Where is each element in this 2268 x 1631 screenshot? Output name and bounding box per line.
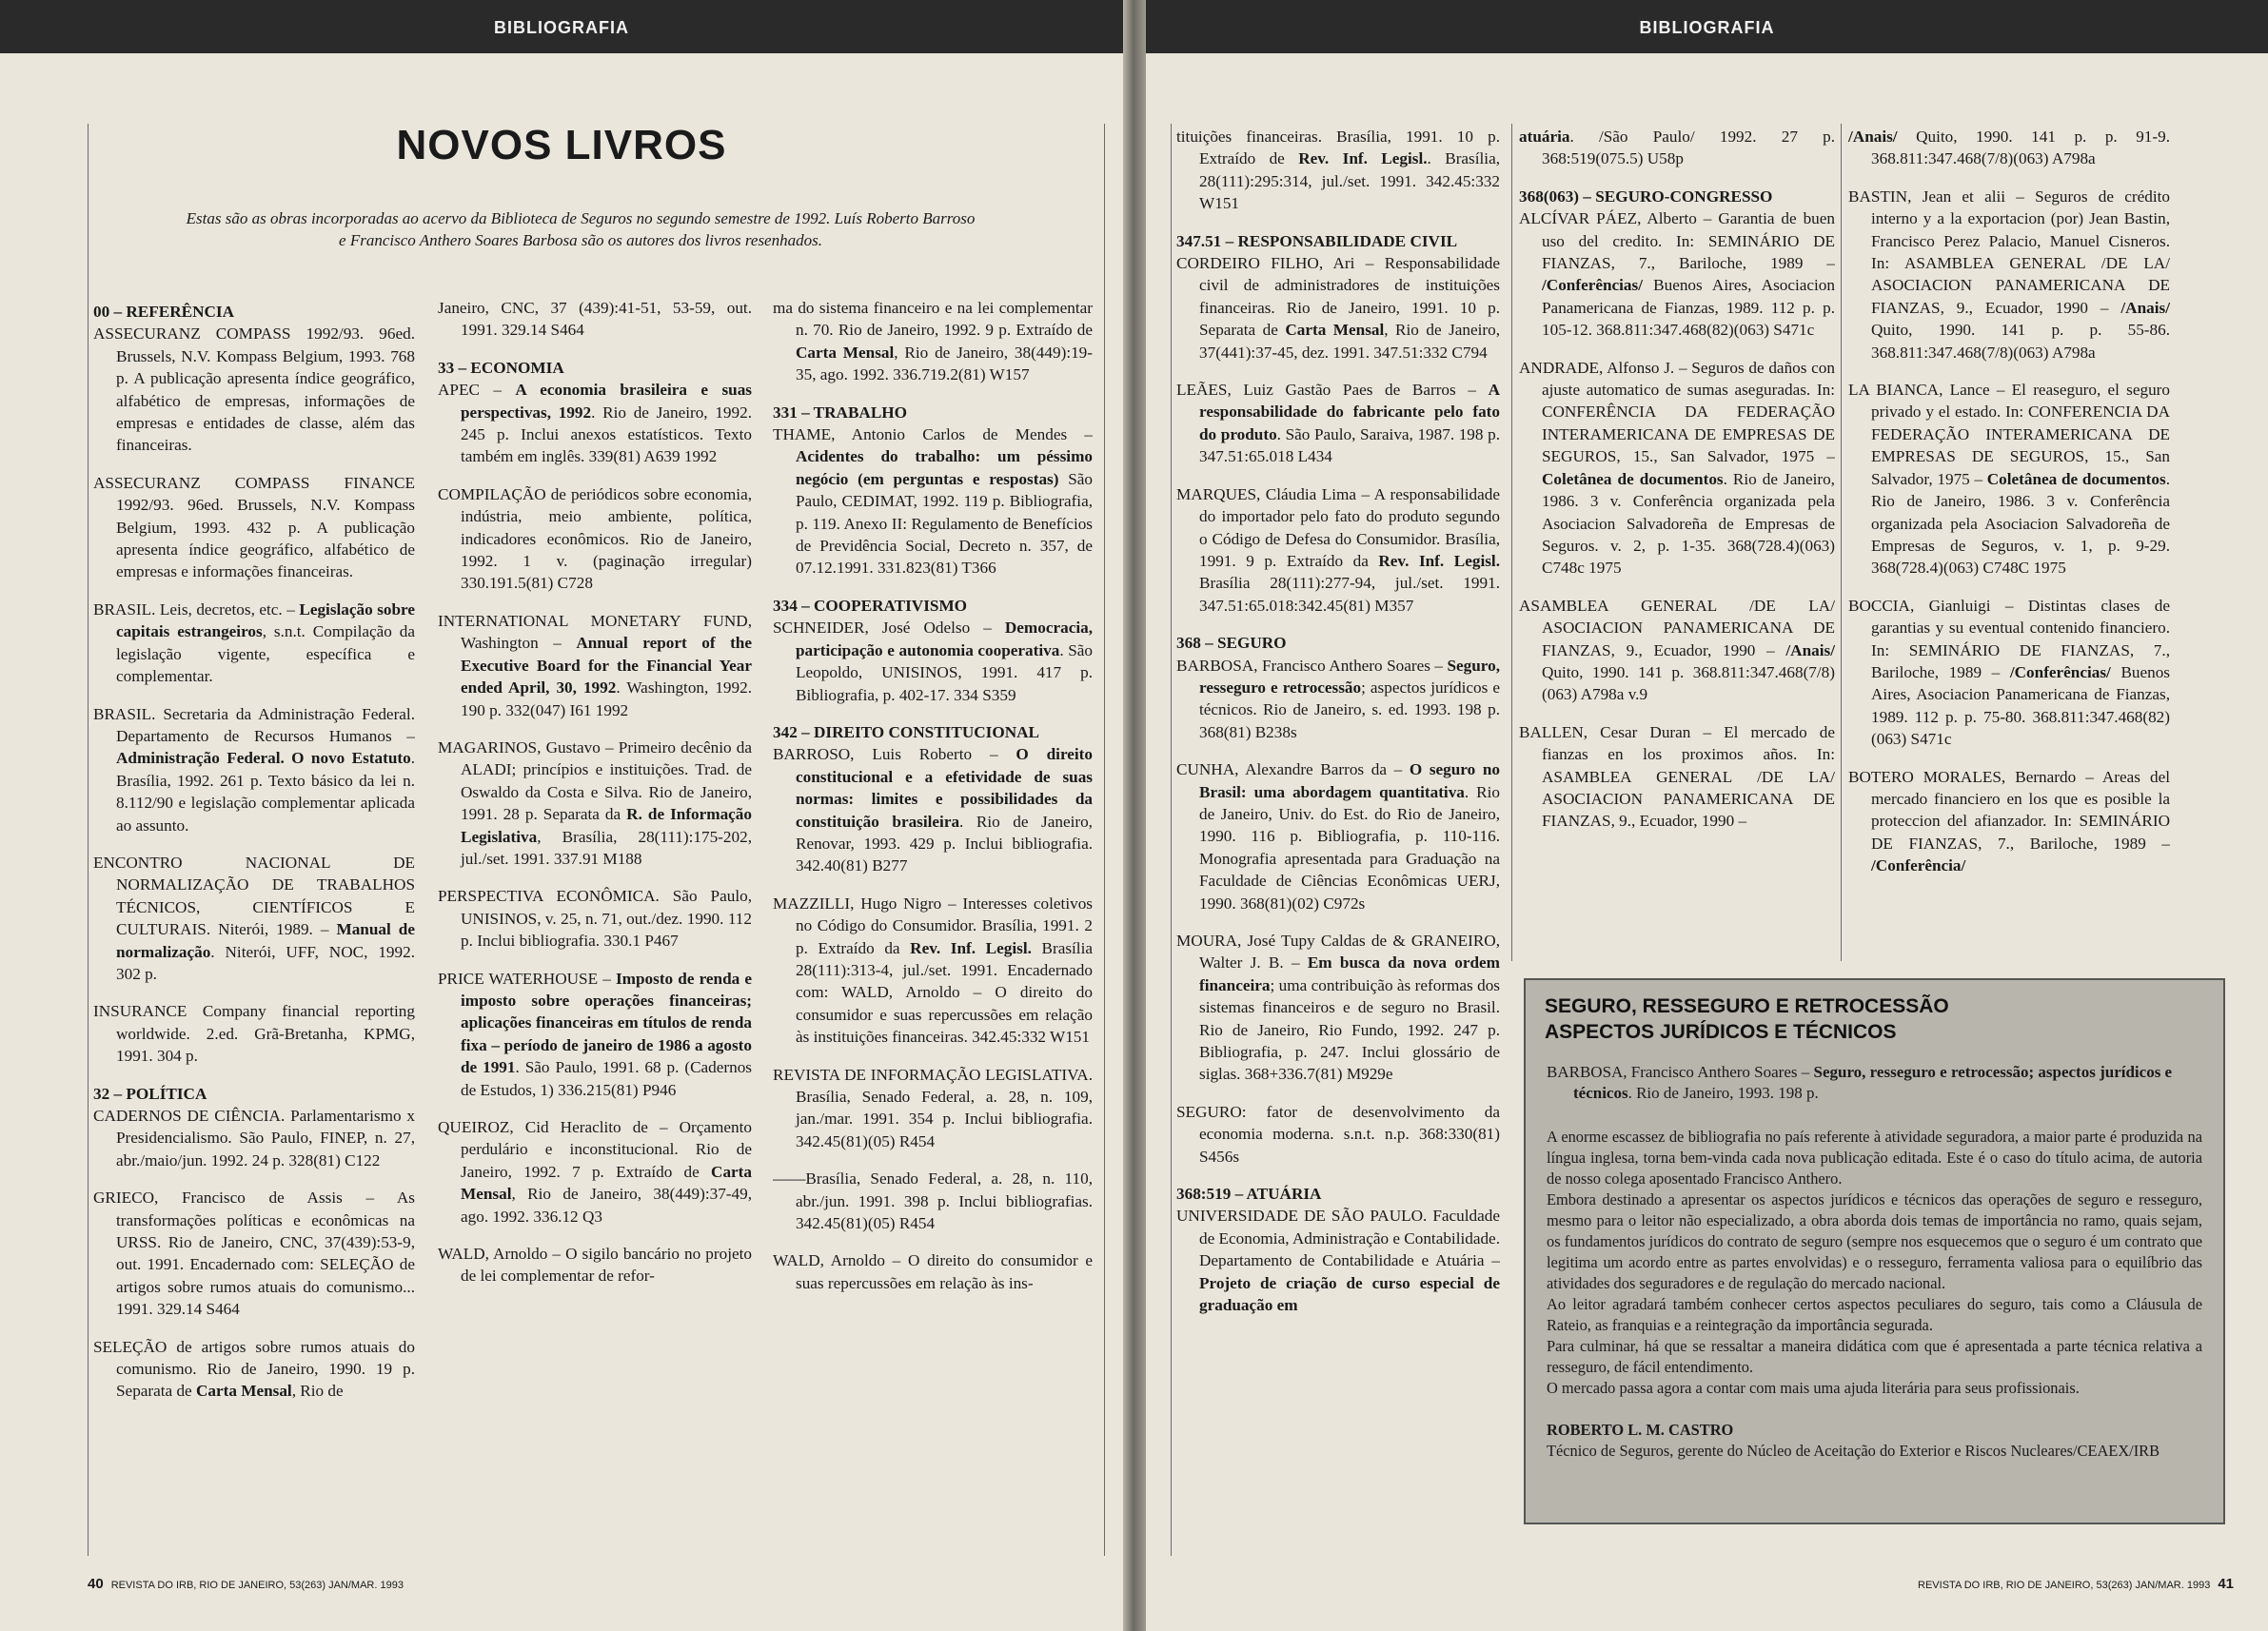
list-item: GRIECO, Francisco de Assis – As transformações políticas e econômicas na URSS. Rio de Janeiro, CNC, 37(439):53-9, out. 1991. Encadernado com: SELEÇÃO de artigos sobre rumos atuais do comunismo... 1991. 329.14 S464 [93,1189,415,1319]
list-item: SEGURO: fator de desenvolvimento da economia moderna. s.n.t. n.p. 368:330(81) S456s [1176,1102,1500,1166]
list-item: BARBOSA, Francisco Anthero Soares – Seguro, resseguro e retrocessão; aspectos jurídicos e técnicos. Rio de Janeiro, s. ed. 1993. 198 p. 368(81) B238s [1176,656,1500,741]
list-item: UNIVERSIDADE DE SÃO PAULO. Faculdade de Economia, Administração e Contabilidade. Departamento de Contabilidade e Atuária – Projeto de criação de curso especial de graduação em [1176,1207,1500,1315]
right-footer [1918,1576,2241,1592]
page-number: 40 [88,1576,104,1592]
list-item: MAGARINOS, Gustavo – Primeiro decênio da ALADI; princípios e instituições. Trad. de Oswaldo da Costa e Silva. Rio de Janeiro, 1991. 28 p. Separata da R. de Informação Legislativa, Brasília, 28(111):175-202, jul./set. 1991. 337.91 M188 [438,737,752,868]
list-item: MARQUES, Cláudia Lima – A responsabilidade do importador pelo fato do produto segundo o Código de Defesa do Consumidor. Brasília, 1991. 9 p. Extraído da Rev. Inf. Legisl. Brasília 28(111):277-94, jul./set. 1991. 347.51:65.018:342.45(81) M357 [1176,484,1500,615]
review-reference: BARBOSA, Francisco Anthero Soares – Seguro, resseguro e retrocessão; aspectos jurídicos e técnicos. Rio de Janeiro, 1993. 198 p. [1547,1063,2173,1102]
review-box [1524,978,2225,1524]
list-item: BRASIL. Secretaria da Administração Federal. Departamento de Recursos Humanos – Administração Federal. O novo Estatuto. Brasília, 1992. 261 p. Texto básico da lei n. 8.112/90 e legislação complementar aplicada ao assunto. [93,704,415,835]
column-1 [93,297,415,1558]
list-item: CADERNOS DE CIÊNCIA. Parlamentarismo x Presidencialismo. São Paulo, FINEP, n. 27, abr./maio/jun. 1992. 24 p. 328(81) C122 [93,1107,415,1169]
review-title: SEGURO, RESSEGURO E RETROCESSÃO ASPECTOS JURÍDICOS E TÉCNICOS [1545,995,1949,1043]
column-2 [438,297,752,1558]
list-item: atuária. /São Paulo/ 1992. 27 p. 368:519(075.5) U58p [1519,128,1835,168]
review-paragraph: O mercado passa agora a contar com mais uma ajuda literária para seus profissionais. [1547,1379,2080,1397]
list-item: PERSPECTIVA ECONÔMICA. São Paulo, UNISINOS, v. 25, n. 71, out./dez. 1990. 112 p. Inclui bibliografia. 330.1 P467 [438,887,752,951]
list-item: SELEÇÃO de artigos sobre rumos atuais do comunismo. Rio de Janeiro, 1990. 19 p. Separata de Carta Mensal, Rio de [93,1337,415,1401]
intro-text [114,207,1047,251]
list-item: LA BIANCA, Lance – El reaseguro, el seguro privado y el estado. In: CONFERENCIA DA FEDERAÇÃO INTERAMERICANA DE EMPRESAS DE SEGUROS, 15., San Salvador, 1975 – Coletânea de documentos. Rio de Janeiro, 1986. 3 v. Conferência organizada pela Asociacion Salvadoreña de Empresas de Seguros, v. 1, p. 9-29. 368(728.4)(063) C748C 1975 [1848,381,2170,578]
list-item: QUEIROZ, Cid Heraclito de – Orçamento perdulário e inconstitucional. Rio de Janeiro, 1992. 7 p. Extraído de Carta Mensal, Rio de Janeiro, 38(449):37-49, ago. 1992. 336.12 Q3 [438,1118,752,1226]
list-item: ASSECURANZ COMPASS FINANCE 1992/93. 96ed. Brussels, N.V. Kompass Belgium, 1993. 432 p. A publicação apresenta índice geográfico, alfabético de empresas e informações financeiras. [93,473,415,581]
list-item: ALCÍVAR PÁEZ, Alberto – Garantia de buen uso del credito. In: SEMINÁRIO DE FIANZAS, 7., Bariloche, 1989 – /Conferências/ Buenos Aires, Asociacion Panamericana de Fianzas, 1989. 112 p. p. 105-12. 368.811:347.468(82)(063) S471c [1519,209,1835,340]
column-6 [1848,126,2170,963]
list-item: CORDEIRO FILHO, Ari – Responsabilidade civil de administradores de instituições financeiras. Rio de Janeiro, 1991. 10 p. Separata de Carta Mensal, Rio de Janeiro, 37(441):37-45, dez. 1991. 347.51:332 C794 [1176,254,1500,362]
list-item: BASTIN, Jean et alii – Seguros de crédito interno y a la exportacion (por) Jean Bastin, Francisco Perez Palacio, Manuel Cisneros. In: ASAMBLEA GENERAL /DE LA/ ASOCIACION PANAMERICANA DE FIANZAS, 9., Ecuador, 1990 – /Anais/ Quito, 1990. 141 p. p. 55-86. 368.811:347.468(7/8)(063) A798a [1848,187,2170,362]
section-heading: 368(063) – SEGURO-CONGRESSO [1519,187,1773,206]
list-item: ENCONTRO NACIONAL DE NORMALIZAÇÃO DE TRABALHOS TÉCNICOS, CIENTÍFICOS E CULTURAIS. Niterói, 1989. – Manual de normalização. Niterói, UFF, NOC, 1992. 302 p. [93,853,415,983]
column-rule [1841,124,1842,961]
list-item: LEÃES, Luiz Gastão Paes de Barros – A responsabilidade do fabricante pelo fato do produto. São Paulo, Saraiva, 1987. 198 p. 347.51:65.018 L434 [1176,381,1500,466]
list-item: /Anais/ Quito, 1990. 141 p. p. 91-9. 368.811:347.468(7/8)(063) A798a [1848,128,2170,168]
intro-line-1: Estas são as obras incorporadas ao acervo da Biblioteca de Seguros no segundo semestre de 1992. Luís Roberto Barroso [186,209,976,227]
reviewer-name: ROBERTO L. M. CASTRO [1547,1421,1734,1439]
list-item: MOURA, José Tupy Caldas de & GRANEIRO, Walter J. B. – Em busca da nova ordem financeira; uma contribuição às reformas dos sistemas financeiros e de seguro no Brasil. Rio de Janeiro, Rio Fundo, 1992. 247 p. Bibliografia, p. 247. Inclui glossário de siglas. 368+336.7(81) M929e [1176,932,1500,1084]
list-item: BALLEN, Cesar Duran – El mercado de fianzas en los proximos años. In: ASAMBLEA GENERAL /DE LA/ ASOCIACION PANAMERICANA DE FIANZAS, 9., Ecuador, 1990 – [1519,722,1835,831]
list-item: THAME, Antonio Carlos de Mendes – Acidentes do trabalho: um péssimo negócio (em perguntas e respostas) São Paulo, CEDIMAT, 1992. 119 p. Bibliografia, p. 119. Anexo II: Regulamento de Benefícios de Previdência Social, Decreto n. 357, de 07.12.1991. 331.823(81) T366 [773,425,1093,578]
section-heading: 00 – REFERÊNCIA [93,303,235,321]
list-item: COMPILAÇÃO de periódicos sobre economia, indústria, meio ambiente, política, indicadores econômicos. Rio de Janeiro, 1992. 1 v. (paginação irregular) 330.191.5(81) C728 [438,484,752,593]
review-paragraph: Para culminar, há que se ressaltar a maneira didática com que é apresentada a parte técnica relativa a resseguro, de fácil entendimento. [1547,1337,2202,1376]
list-item: WALD, Arnoldo – O sigilo bancário no projeto de lei complementar de refor- [438,1245,752,1286]
list-item: WALD, Arnoldo – O direito do consumidor e suas repercussões em relação às ins- [773,1251,1093,1292]
left-page [0,0,1123,1631]
list-item: BARROSO, Luis Roberto – O direito constitucional e a efetividade de suas normas: limites e possibilidades da constituição brasileira. Rio de Janeiro, Renovar, 1993. 429 p. Inclui bibliografia. 342.40(81) B277 [773,745,1093,875]
left-header-bar [0,0,1123,53]
column-rule [88,124,89,1556]
list-item: REVISTA DE INFORMAÇÃO LEGISLATIVA. Brasília, Senado Federal, a. 28, n. 109, jan./mar. 1991. 354 p. Inclui bibliografia. 342.45(81)(05) R454 [773,1065,1093,1150]
list-item: ASAMBLEA GENERAL /DE LA/ ASOCIACION PANAMERICANA DE FIANZAS, 9., Ecuador, 1990 – /Anais/ Quito, 1990. 141 p. 368.811:347.468(7/8)(063) A798a v.9 [1519,596,1835,704]
list-item: INTERNATIONAL MONETARY FUND, Washington – Annual report of the Executive Board for the Financial Year ended April, 30, 1992. Washington, 1992. 190 p. 332(047) I61 1992 [438,611,752,719]
column-rule [1171,124,1172,1556]
review-paragraph: A enorme escassez de bibliografia no país referente à atividade seguradora, a maior parte é produzida na língua inglesa, torna bem-vinda cada nova publicação editada. Este é o caso do título acima, de autoria de nosso colega aposentado Francisco Anthero. [1547,1128,2202,1188]
list-item: Janeiro, CNC, 37 (439):41-51, 53-59, out. 1991. 329.14 S464 [438,299,752,340]
review-paragraph: Ao leitor agradará também conhecer certos aspectos peculiares do seguro, tais como a Cláusula de Rateio, as franquias e a reintegração da importância segurada. [1547,1295,2202,1334]
column-rule [1104,124,1105,1556]
list-item: MAZZILLI, Hugo Nigro – Interesses coletivos no Código do Consumidor. Brasília, 1991. 2 p. Extraído da Rev. Inf. Legisl. Brasília 28(111):313-4, jul./set. 1991. Encadernado com: WALD, Arnoldo – O direito do consumidor e suas repercussões em relação às instituições financeiras. 342.45:332 W151 [773,894,1093,1047]
right-header-label: BIBLIOGRAFIA [1639,18,1775,37]
list-item: CUNHA, Alexandre Barros da – O seguro no Brasil: uma abordagem quantitativa. Rio de Janeiro, Univ. do Est. do Rio de Janeiro, 1990. 116 p. Bibliografia, p. 110-116. Monografia apresentada para Graduação na Faculdade de Ciências Econômicas UERJ, 1990. 368(81)(02) C972s [1176,760,1500,913]
column-3 [773,297,1093,1558]
spine-gutter [1123,0,1146,1631]
review-signature [1547,1420,2202,1462]
column-4 [1176,126,1500,1553]
list-item: BOTERO MORALES, Bernardo – Areas del mercado financiero en los que es posible la proteccion del afianzador. In: SEMINÁRIO DE FIANZAS, 7., Bariloche, 1989 – /Conferência/ [1848,767,2170,875]
list-item: BRASIL. Leis, decretos, etc. – Legislação sobre capitais estrangeiros, s.n.t. Compilação da legislação vigente, específica e complementar. [93,599,415,686]
section-heading: 368 – SEGURO [1176,634,1287,653]
list-item: APEC – A economia brasileira e suas perspectivas, 1992. Rio de Janeiro, 1992. 245 p. Inclui anexos estatísticos. Texto também em inglês. 339(81) A639 1992 [438,381,752,466]
list-item: ASSECURANZ COMPASS 1992/93. 96ed. Brussels, N.V. Kompass Belgium, 1993. 768 p. A publicação apresenta índice geográfico, alfabético de empresas, informações de empresas e entidades de classe, além das financeiras. [93,324,415,455]
list-item: PRICE WATERHOUSE – Imposto de renda e imposto sobre operações financeiras; aplicações financeiras em títulos de renda fixa – período de janeiro de 1986 a agosto de 1991. São Paulo, 1991. 68 p. (Cadernos de Estudos, 1) 336.215(81) P946 [438,969,752,1099]
column-rule [1511,124,1512,961]
section-heading: 32 – POLÍTICA [93,1084,207,1103]
list-item: ——Brasília, Senado Federal, a. 28, n. 110, abr./jun. 1991. 398 p. Inclui bibliografias. 342.45(81)(05) R454 [773,1169,1093,1233]
left-header-label: BIBLIOGRAFIA [494,18,629,37]
footer-text: REVISTA DO IRB, RIO DE JANEIRO, 53(263) JAN/MAR. 1993 [110,1580,404,1591]
page-title: NOVOS LIVROS [396,122,727,168]
section-heading: 33 – ECONOMIA [438,358,564,377]
list-item: INSURANCE Company financial reporting worldwide. 2.ed. Grã-Bretanha, KPMG, 1991. 304 p. [93,1002,415,1066]
review-paragraph: Embora destinado a apresentar os aspectos jurídicos e técnicos das operações de seguro e resseguro, mesmo para o leitor não especializado, a obra aborda dois temas de importância no ramo, quais sejam, os fundamentos jurídicos do contrato de seguro (sempre nos esquecemos que o seguro é um contrato que legitima um acordo entre as partes envolvidas) e o resseguro, ferramenta valiosa para o equilíbrio das atividades dos seguradores e de regulação do mercado nacional. [1547,1190,2202,1292]
right-header-bar [1146,0,2268,53]
column-5 [1519,126,1835,963]
reviewer-role: Técnico de Seguros, gerente do Núcleo de Aceitação do Exterior e Riscos Nucleares/CEAEX/IRB [1547,1442,2160,1460]
list-item: tituições financeiras. Brasília, 1991. 10 p. Extraído de Rev. Inf. Legisl.. Brasília, 28(111):295:314, jul./set. 1991. 342.45:332 W151 [1176,128,1500,213]
section-heading: 331 – TRABALHO [773,403,908,422]
list-item: ma do sistema financeiro e na lei complementar n. 70. Rio de Janeiro, 1992. 9 p. Extraído de Carta Mensal, Rio de Janeiro, 38(449):19-35, ago. 1992. 336.719.2(81) W157 [773,299,1093,384]
list-item: BOCCIA, Gianluigi – Distintas clases de garantias y su eventual contenido financiero. In: SEMINÁRIO DE FIANZAS, 7., Bariloche, 1989 – /Conferências/ Buenos Aires, Asociacion Panamericana de Fianzas, 1989. 112 p. p. 75-80. 368.811:347.468(82)(063) S471c [1848,596,2170,749]
page-number: 41 [2218,1576,2234,1592]
section-heading: 347.51 – RESPONSABILIDADE CIVIL [1176,231,1458,250]
intro-line-2: e Francisco Anthero Soares Barbosa são os autores dos livros resenhados. [339,231,822,249]
section-heading: 334 – COOPERATIVISMO [773,596,968,615]
list-item: SCHNEIDER, José Odelso – Democracia, participação e autonomia cooperativa. São Leopoldo, UNISINOS, 1991. 417 p. Bibliografia, p. 402-17. 334 S359 [773,619,1093,704]
section-heading: 342 – DIREITO CONSTITUCIONAL [773,722,1039,741]
left-footer [80,1576,404,1592]
section-heading: 368:519 – ATUÁRIA [1176,1185,1322,1204]
list-item: ANDRADE, Alfonso J. – Seguros de daños con ajuste automatico de sumas aseguradas. In: CONFERÊNCIA DA FEDERAÇÃO INTERAMERICANA DE EMPRESAS DE SEGUROS, 15., San Salvador, 1975 – Coletânea de documentos. Rio de Janeiro, 1986. 3 v. Conferência organizada pela Asociacion Salvadoreña de Empresas de Seguros. v. 2, p. 1-35. 368(728.4)(063) C748c 1975 [1519,358,1835,578]
footer-text: REVISTA DO IRB, RIO DE JANEIRO, 53(263) JAN/MAR. 1993 [1918,1580,2211,1591]
